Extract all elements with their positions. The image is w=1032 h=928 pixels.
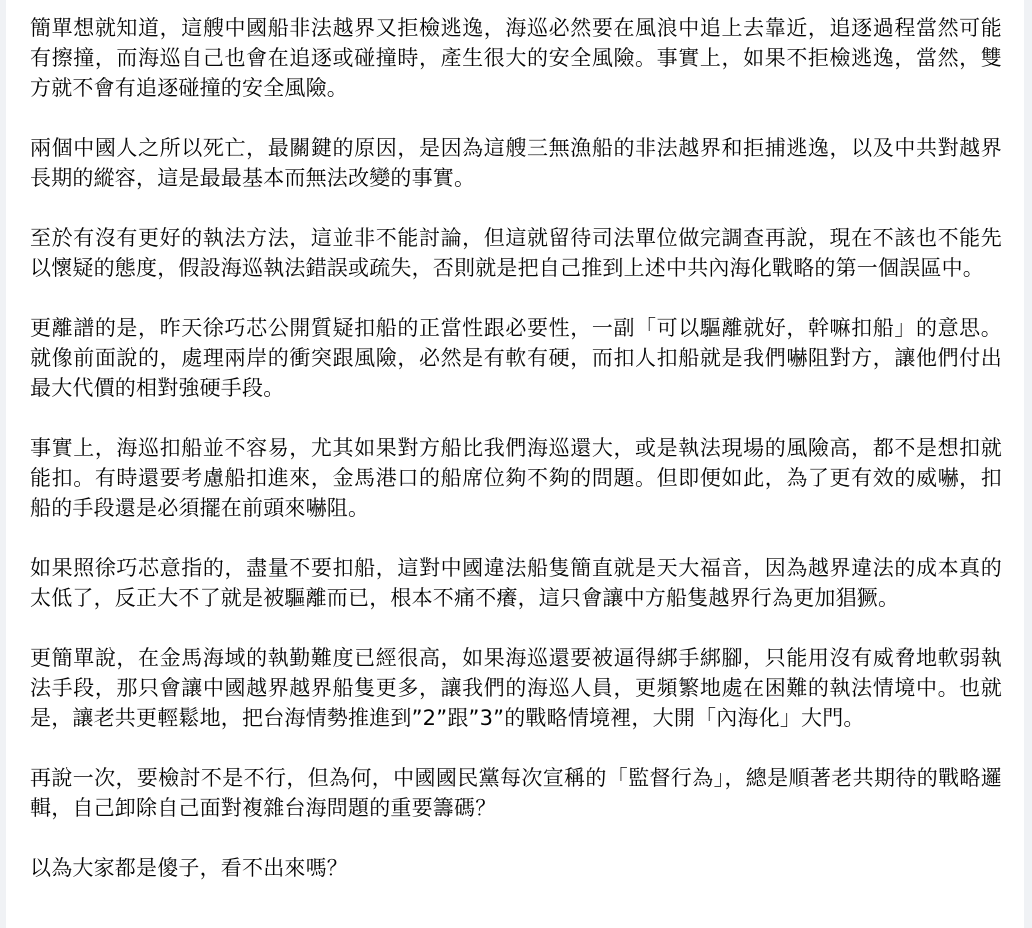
post-paragraph-9: 以為大家都是傻子，看不出來嗎？ [30,856,348,880]
post-paragraph-5: 事實上，海巡扣船並不容易，尤其如果對方船比我們海巡還大，或是執法現場的風險高，都不是想扣就能扣。有時還要考慮船扣進來，金馬港口的船席位夠不夠的問題。但即便如此，為了更有效的威嚇，扣船的手段還是必須擺在前頭來嚇阻。 [30,436,1002,520]
post-paragraph-1: 簡單想就知道，這艘中國船非法越界又拒檢逃逸，海巡必然要在風浪中追上去靠近，追逐過程當然可能有擦撞，而海巡自己也會在追逐或碰撞時，產生很大的安全風險。事實上，如果不拒檢逃逸，當然，雙方就不會有追逐碰撞的安全風險。 [30,16,1002,100]
post-paragraph-2: 兩個中國人之所以死亡，最關鍵的原因，是因為這艘三無漁船的非法越界和拒捕逃逸，以及中共對越界長期的縱容，這是最最基本而無法改變的事實。 [30,136,1002,190]
post-paragraph-6: 如果照徐巧芯意指的，盡量不要扣船，這對中國違法船隻簡直就是天大福音，因為越界違法的成本真的太低了，反正大不了就是被驅離而已，根本不痛不癢，這只會讓中方船隻越界行為更加猖獗。 [30,556,1002,610]
post-paragraph-3: 至於有沒有更好的執法方法，這並非不能討論，但這就留待司法單位做完調查再說，現在不該也不能先以懷疑的態度，假設海巡執法錯誤或疏失，否則就是把自己推到上述中共內海化戰略的第一個誤區中。 [30,226,1002,280]
post-paragraph-7: 更簡單說，在金馬海域的執勤難度已經很高，如果海巡還要被逼得綁手綁腳，只能用沒有威脅地軟弱執法手段，那只會讓中國越界越界船隻更多，讓我們的海巡人員，更頻繁地處在困難的執法情境中。也就是，讓老共更輕鬆地，把台海情勢推進到”2”跟”3”的戰略情境裡，大開「內海化」大門。 [30,646,1002,730]
post-paragraph-4: 更離譜的是，昨天徐巧芯公開質疑扣船的正當性跟必要性，一副「可以驅離就好，幹嘛扣船」的意思。就像前面說的，處理兩岸的衝突跟風險，必然是有軟有硬，而扣人扣船就是我們嚇阻對方，讓他們付出最大代價的相對強硬手段。 [30,316,1002,400]
post-card [6,0,1024,928]
post-paragraph-8: 再說一次，要檢討不是不行，但為何，中國國民黨每次宣稱的「監督行為」，總是順著老共期待的戰略邏輯，自己卸除自己面對複雜台海問題的重要籌碼？ [30,766,1002,820]
post-body [30,13,1002,883]
